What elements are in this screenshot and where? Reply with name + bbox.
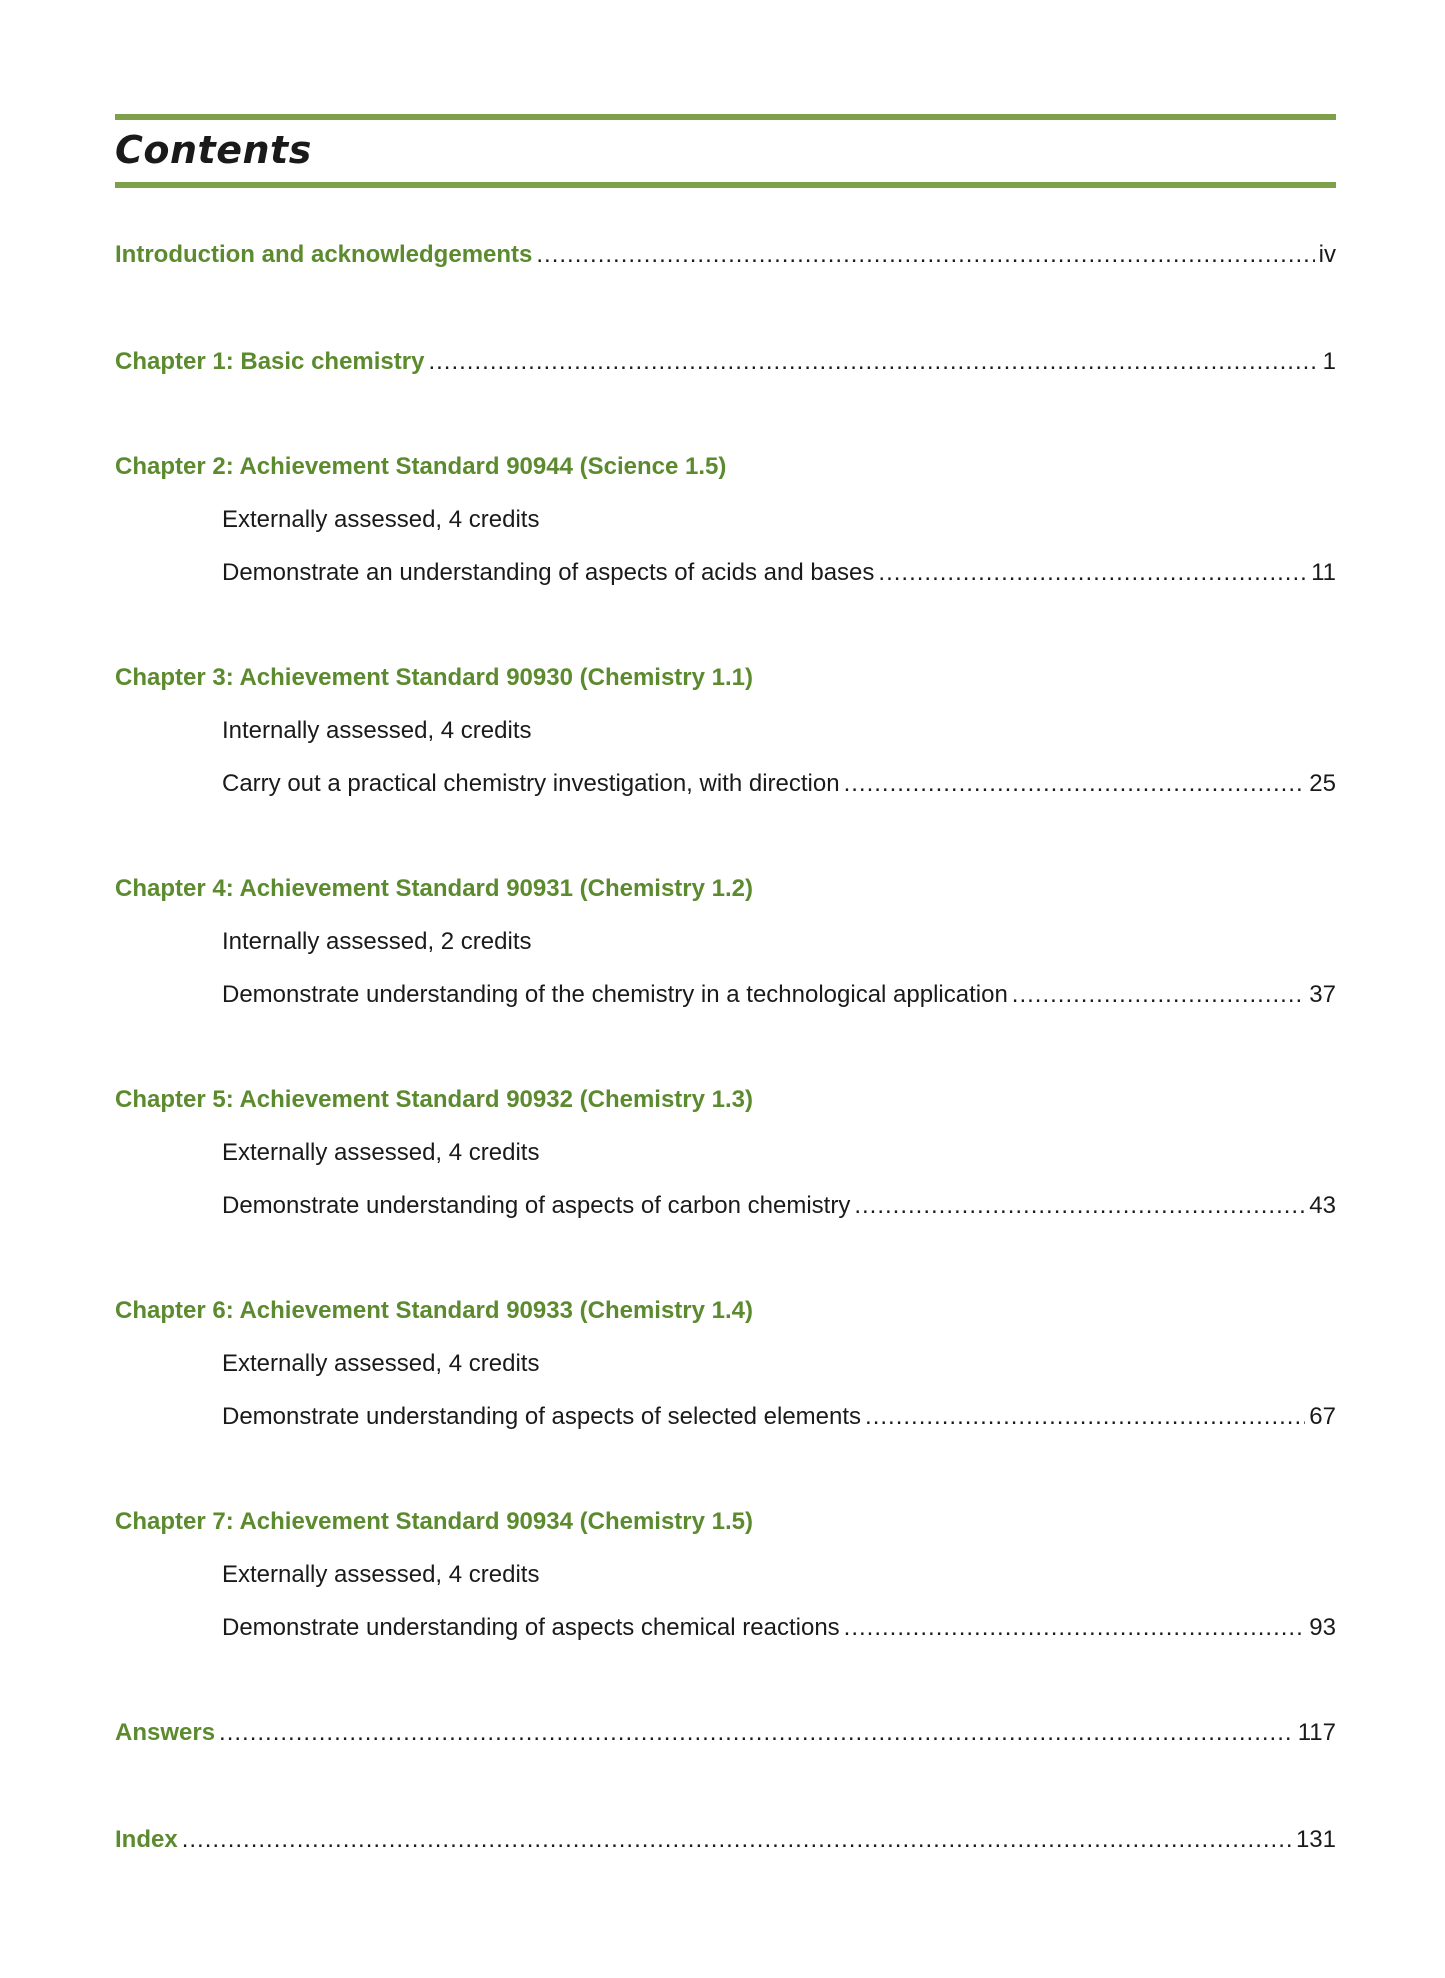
toc-chapter-4-assessment [115, 915, 1336, 968]
toc-chapter-3-assessment [115, 704, 1336, 757]
toc-entry-label: Introduction and acknowledgements [115, 241, 533, 268]
toc-page-number: iv [1318, 241, 1336, 268]
dot-leader [219, 1706, 1294, 1759]
toc-chapter-label: Chapter 7: Achievement Standard 90934 (Chemistry 1.5) [115, 1508, 754, 1535]
dot-leader [854, 1179, 1305, 1232]
page-title: Contents [115, 128, 312, 172]
toc-chapter-7-heading[interactable] [115, 1495, 1336, 1548]
contents-page [115, 114, 1336, 1866]
toc-assessment-text: Internally assessed, 4 credits [222, 717, 532, 744]
dot-leader [536, 228, 1314, 281]
toc-chapter-7-assessment [115, 1548, 1336, 1601]
toc-chapter-label: Chapter 5: Achievement Standard 90932 (Chemistry 1.3) [115, 1086, 754, 1113]
toc-chapter-label: Chapter 3: Achievement Standard 90930 (Chemistry 1.1) [115, 664, 754, 691]
toc-chapter-4-heading[interactable] [115, 862, 1336, 915]
toc-entry-label: Chapter 1: Basic chemistry [115, 348, 425, 375]
toc-chapter-3-heading[interactable] [115, 651, 1336, 704]
toc-entry-label: Index [115, 1826, 178, 1853]
toc-page-number: 67 [1309, 1403, 1336, 1430]
toc-entry-label: Demonstrate understanding of aspects chemical reactions [222, 1614, 840, 1641]
toc-entry-label: Demonstrate an understanding of aspects of acids and bases [222, 559, 875, 586]
toc-assessment-text: Externally assessed, 4 credits [222, 1561, 540, 1588]
toc-assessment-text: Internally assessed, 2 credits [222, 928, 532, 955]
toc-chapter-label: Chapter 6: Achievement Standard 90933 (Chemistry 1.4) [115, 1297, 754, 1324]
toc-chapter-6-entry[interactable] [115, 1390, 1336, 1443]
toc-chapter-2-assessment [115, 493, 1336, 546]
toc-page-number: 43 [1309, 1192, 1336, 1219]
toc-entry-chapter-1[interactable] [115, 335, 1336, 388]
toc-chapter-7-entry[interactable] [115, 1601, 1336, 1654]
toc-chapter-5-entry[interactable] [115, 1179, 1336, 1232]
toc-page-number: 25 [1309, 770, 1336, 797]
toc-chapter-5-heading[interactable] [115, 1073, 1336, 1126]
toc-chapter-3-entry[interactable] [115, 757, 1336, 810]
toc-chapter-label: Chapter 4: Achievement Standard 90931 (Chemistry 1.2) [115, 875, 754, 902]
toc-chapter-2-heading[interactable] [115, 440, 1336, 493]
toc-entry-label: Demonstrate understanding of aspects of carbon chemistry [222, 1192, 851, 1219]
toc-assessment-text: Externally assessed, 4 credits [222, 1350, 540, 1377]
toc-page-number: 117 [1297, 1719, 1336, 1746]
toc-page-number: 93 [1309, 1614, 1336, 1641]
toc-entry-label: Demonstrate understanding of the chemistry in a technological application [222, 981, 1008, 1008]
toc-chapter-5-assessment [115, 1126, 1336, 1179]
toc-chapter-6-heading[interactable] [115, 1284, 1336, 1337]
toc-assessment-text: Externally assessed, 4 credits [222, 506, 540, 533]
dot-leader [844, 1601, 1306, 1654]
toc-entry-index[interactable] [115, 1813, 1336, 1866]
dot-leader [428, 335, 1318, 388]
dot-leader [844, 757, 1306, 810]
toc-chapter-label: Chapter 2: Achievement Standard 90944 (Science 1.5) [115, 453, 727, 480]
dot-leader [865, 1390, 1305, 1443]
toc-page-number: 1 [1322, 348, 1336, 375]
toc-entry-answers[interactable] [115, 1706, 1336, 1759]
toc-chapter-2-entry[interactable] [115, 546, 1336, 599]
toc-assessment-text: Externally assessed, 4 credits [222, 1139, 540, 1166]
toc-page-number: 131 [1295, 1826, 1336, 1853]
dot-leader [182, 1813, 1292, 1866]
dot-leader [1012, 968, 1306, 1021]
toc-page-number: 37 [1309, 981, 1336, 1008]
bottom-rule [115, 182, 1336, 188]
toc-entry-intro[interactable] [115, 228, 1336, 281]
toc-page-number: 11 [1311, 559, 1336, 586]
toc-chapter-4-entry[interactable] [115, 968, 1336, 1021]
toc-entry-label: Answers [115, 1719, 216, 1746]
toc-entry-label: Demonstrate understanding of aspects of selected elements [222, 1403, 862, 1430]
table-of-contents [115, 228, 1336, 1866]
toc-entry-label: Carry out a practical chemistry investigation, with direction [222, 770, 840, 797]
toc-chapter-6-assessment [115, 1337, 1336, 1390]
dot-leader [878, 546, 1307, 599]
